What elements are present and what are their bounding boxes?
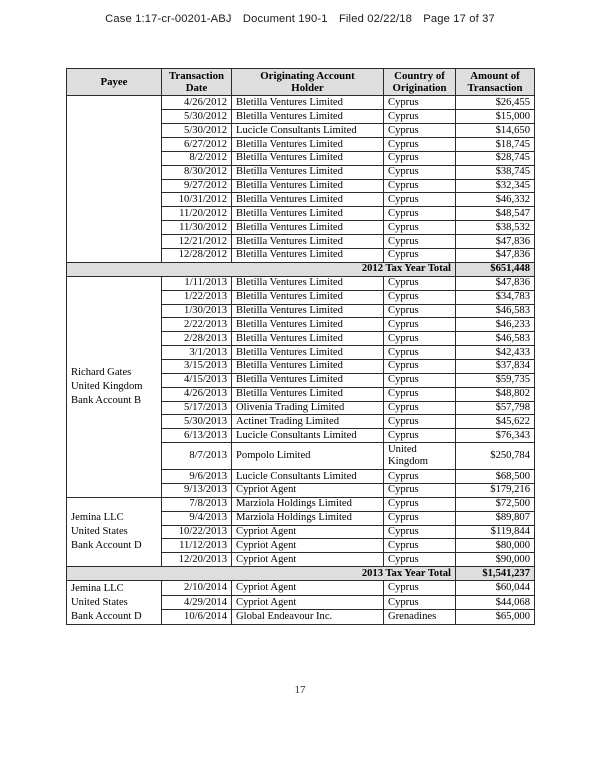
transaction-date-cell: 9/4/2013 (162, 511, 232, 525)
amount-cell: $80,000 (456, 539, 535, 553)
country-cell: Cyprus (384, 539, 456, 553)
account-holder-cell: Lucicle Consultants Limited (232, 470, 384, 484)
amount-cell: $42,433 (456, 346, 535, 360)
payee-line: Richard Gates (71, 366, 132, 378)
amount-cell: $76,343 (456, 429, 535, 443)
transaction-date-cell: 10/6/2014 (162, 610, 232, 625)
country-cell: Cyprus (384, 483, 456, 497)
account-holder-cell: Bletilla Ventures Limited (232, 179, 384, 193)
transaction-date-cell: 1/30/2013 (162, 304, 232, 318)
transaction-date-cell: 1/11/2013 (162, 276, 232, 290)
transaction-date-cell: 2/10/2014 (162, 581, 232, 596)
transaction-date-cell: 1/22/2013 (162, 290, 232, 304)
column-header-payee: Payee (67, 69, 162, 96)
country-cell: Cyprus (384, 359, 456, 373)
ecf-filed-date: Filed 02/22/18 (338, 13, 412, 25)
amount-cell: $179,216 (456, 483, 535, 497)
country-cell: Cyprus (384, 525, 456, 539)
payee-line: Bank Account B (71, 394, 142, 406)
country-cell: Cyprus (384, 179, 456, 193)
transaction-date-cell: 8/30/2012 (162, 165, 232, 179)
table-row (67, 581, 535, 596)
transaction-date-cell: 11/20/2012 (162, 207, 232, 221)
amount-cell: $18,745 (456, 138, 535, 152)
amount-cell: $89,807 (456, 511, 535, 525)
column-header-transaction-date: Transaction Date (162, 69, 232, 96)
payee-line: Bank Account D (71, 610, 142, 622)
transaction-date-cell: 2/22/2013 (162, 318, 232, 332)
ecf-document-number: Document 190-1 (242, 13, 328, 25)
amount-cell: $68,500 (456, 470, 535, 484)
amount-cell: $28,745 (456, 151, 535, 165)
table-body (67, 96, 535, 625)
account-holder-cell: Pompolo Limited (232, 443, 384, 470)
country-cell: Cyprus (384, 318, 456, 332)
transaction-date-cell: 7/8/2013 (162, 497, 232, 511)
account-holder-cell: Bletilla Ventures Limited (232, 290, 384, 304)
ecf-page-indicator: Page 17 of 37 (423, 13, 495, 25)
account-holder-cell: Actinet Trading Limited (232, 415, 384, 429)
account-holder-cell: Cypriot Agent (232, 525, 384, 539)
payee-line: Jemina LLC (71, 582, 124, 594)
account-holder-cell: Bletilla Ventures Limited (232, 318, 384, 332)
country-cell: Cyprus (384, 346, 456, 360)
country-cell: Cyprus (384, 595, 456, 610)
account-holder-cell: Bletilla Ventures Limited (232, 332, 384, 346)
account-holder-cell: Lucicle Consultants Limited (232, 124, 384, 138)
country-cell: Cyprus (384, 138, 456, 152)
column-header-country-of-origination: Country of Origination (384, 69, 456, 96)
amount-cell: $38,745 (456, 165, 535, 179)
amount-cell: $46,583 (456, 332, 535, 346)
payee-line: United States (71, 596, 128, 608)
payee-cell (67, 276, 162, 497)
amount-cell: $65,000 (456, 610, 535, 625)
country-cell: Cyprus (384, 235, 456, 249)
payee-line: United States (71, 525, 128, 537)
table-row (67, 276, 535, 290)
account-holder-cell: Cypriot Agent (232, 539, 384, 553)
tax-year-total-amount: $651,448 (456, 262, 535, 276)
transaction-date-cell: 4/26/2013 (162, 387, 232, 401)
amount-cell: $34,783 (456, 290, 535, 304)
transaction-date-cell: 2/28/2013 (162, 332, 232, 346)
amount-cell: $46,583 (456, 304, 535, 318)
country-cell: Cyprus (384, 124, 456, 138)
country-cell: Cyprus (384, 497, 456, 511)
transaction-date-cell: 5/17/2013 (162, 401, 232, 415)
amount-cell: $26,455 (456, 96, 535, 110)
country-cell: United Kingdom (384, 443, 456, 470)
amount-cell: $57,798 (456, 401, 535, 415)
transaction-date-cell: 4/26/2012 (162, 96, 232, 110)
transaction-date-cell: 12/28/2012 (162, 248, 232, 262)
account-holder-cell: Global Endeavour Inc. (232, 610, 384, 625)
account-holder-cell: Cypriot Agent (232, 581, 384, 596)
transaction-date-cell: 5/30/2013 (162, 415, 232, 429)
account-holder-cell: Marziola Holdings Limited (232, 511, 384, 525)
amount-cell: $60,044 (456, 581, 535, 596)
amount-cell: $32,345 (456, 179, 535, 193)
account-holder-cell: Bletilla Ventures Limited (232, 96, 384, 110)
country-cell: Cyprus (384, 165, 456, 179)
account-holder-cell: Bletilla Ventures Limited (232, 165, 384, 179)
account-holder-cell: Bletilla Ventures Limited (232, 304, 384, 318)
account-holder-cell: Bletilla Ventures Limited (232, 276, 384, 290)
amount-cell: $14,650 (456, 124, 535, 138)
account-holder-cell: Bletilla Ventures Limited (232, 207, 384, 221)
transaction-date-cell: 6/27/2012 (162, 138, 232, 152)
country-cell: Cyprus (384, 304, 456, 318)
country-cell: Cyprus (384, 221, 456, 235)
transaction-date-cell: 8/7/2013 (162, 443, 232, 470)
transaction-date-cell: 12/21/2012 (162, 235, 232, 249)
transaction-date-cell: 3/1/2013 (162, 346, 232, 360)
tax-year-total-label: 2012 Tax Year Total (67, 262, 456, 276)
ecf-case-number: Case 1:17-cr-00201-ABJ (105, 13, 232, 25)
tax-year-total-amount: $1,541,237 (456, 567, 535, 581)
payee-cell (67, 497, 162, 566)
country-cell: Cyprus (384, 429, 456, 443)
transaction-date-cell: 9/27/2012 (162, 179, 232, 193)
account-holder-cell: Cypriot Agent (232, 595, 384, 610)
country-cell: Cyprus (384, 290, 456, 304)
account-holder-cell: Cypriot Agent (232, 483, 384, 497)
transaction-date-cell: 5/30/2012 (162, 110, 232, 124)
transaction-date-cell: 9/13/2013 (162, 483, 232, 497)
transaction-date-cell: 11/12/2013 (162, 539, 232, 553)
amount-cell: $47,836 (456, 276, 535, 290)
transaction-date-cell: 4/15/2013 (162, 373, 232, 387)
country-cell: Cyprus (384, 373, 456, 387)
payee-line: Bank Account D (71, 539, 142, 551)
payee-line: Jemina LLC (71, 512, 124, 523)
account-holder-cell: Bletilla Ventures Limited (232, 138, 384, 152)
transaction-ledger-table (66, 68, 535, 625)
account-holder-cell: Olivenia Trading Limited (232, 401, 384, 415)
account-holder-cell: Bletilla Ventures Limited (232, 346, 384, 360)
column-header-originating-account-holder: Originating Account Holder (232, 69, 384, 96)
transaction-date-cell: 5/30/2012 (162, 124, 232, 138)
header-row (67, 69, 535, 96)
column-header-amount-of-transaction: Amount of Transaction (456, 69, 535, 96)
account-holder-cell: Bletilla Ventures Limited (232, 221, 384, 235)
amount-cell: $44,068 (456, 595, 535, 610)
transaction-date-cell: 4/29/2014 (162, 595, 232, 610)
country-cell: Cyprus (384, 470, 456, 484)
country-cell: Grenadines (384, 610, 456, 625)
amount-cell: $48,802 (456, 387, 535, 401)
country-cell: Cyprus (384, 193, 456, 207)
transaction-date-cell: 10/22/2013 (162, 525, 232, 539)
tax-year-total-label: 2013 Tax Year Total (67, 567, 456, 581)
country-cell: Cyprus (384, 207, 456, 221)
country-cell: Cyprus (384, 248, 456, 262)
tax-year-total-row (67, 567, 535, 581)
amount-cell: $72,500 (456, 497, 535, 511)
account-holder-cell: Bletilla Ventures Limited (232, 193, 384, 207)
country-cell: Cyprus (384, 332, 456, 346)
country-cell: Cyprus (384, 415, 456, 429)
transaction-date-cell: 8/2/2012 (162, 151, 232, 165)
country-cell: Cyprus (384, 553, 456, 567)
country-cell: Cyprus (384, 276, 456, 290)
table-header (67, 69, 535, 96)
country-cell: Cyprus (384, 511, 456, 525)
country-cell: Cyprus (384, 110, 456, 124)
amount-cell: $47,836 (456, 235, 535, 249)
account-holder-cell: Bletilla Ventures Limited (232, 387, 384, 401)
amount-cell: $46,233 (456, 318, 535, 332)
tax-year-total-row (67, 262, 535, 276)
transaction-date-cell: 3/15/2013 (162, 359, 232, 373)
amount-cell: $47,836 (456, 248, 535, 262)
account-holder-cell: Bletilla Ventures Limited (232, 151, 384, 165)
transaction-date-cell: 10/31/2012 (162, 193, 232, 207)
ecf-filing-header (0, 13, 600, 25)
transaction-date-cell: 11/30/2012 (162, 221, 232, 235)
country-cell: Cyprus (384, 387, 456, 401)
country-cell: Cyprus (384, 401, 456, 415)
transaction-date-cell: 12/20/2013 (162, 553, 232, 567)
transaction-table-container (66, 68, 534, 625)
account-holder-cell: Bletilla Ventures Limited (232, 235, 384, 249)
account-holder-cell: Bletilla Ventures Limited (232, 110, 384, 124)
amount-cell: $15,000 (456, 110, 535, 124)
country-cell: Cyprus (384, 96, 456, 110)
account-holder-cell: Cypriot Agent (232, 553, 384, 567)
transaction-date-cell: 9/6/2013 (162, 470, 232, 484)
account-holder-cell: Marziola Holdings Limited (232, 497, 384, 511)
amount-cell: $46,332 (456, 193, 535, 207)
account-holder-cell: Bletilla Ventures Limited (232, 248, 384, 262)
amount-cell: $250,784 (456, 443, 535, 470)
amount-cell: $45,622 (456, 415, 535, 429)
payee-cell (67, 581, 162, 625)
payee-cell (67, 96, 162, 262)
table-row (67, 96, 535, 110)
country-cell: Cyprus (384, 151, 456, 165)
amount-cell: $59,735 (456, 373, 535, 387)
amount-cell: $37,834 (456, 359, 535, 373)
table-row (67, 497, 535, 511)
account-holder-cell: Bletilla Ventures Limited (232, 359, 384, 373)
amount-cell: $48,547 (456, 207, 535, 221)
account-holder-cell: Bletilla Ventures Limited (232, 373, 384, 387)
transaction-date-cell: 6/13/2013 (162, 429, 232, 443)
page-number: 17 (294, 684, 306, 696)
amount-cell: $119,844 (456, 525, 535, 539)
amount-cell: $90,000 (456, 553, 535, 567)
payee-line: United Kingdom (71, 380, 143, 392)
account-holder-cell: Lucicle Consultants Limited (232, 429, 384, 443)
country-cell: Cyprus (384, 581, 456, 596)
amount-cell: $38,532 (456, 221, 535, 235)
